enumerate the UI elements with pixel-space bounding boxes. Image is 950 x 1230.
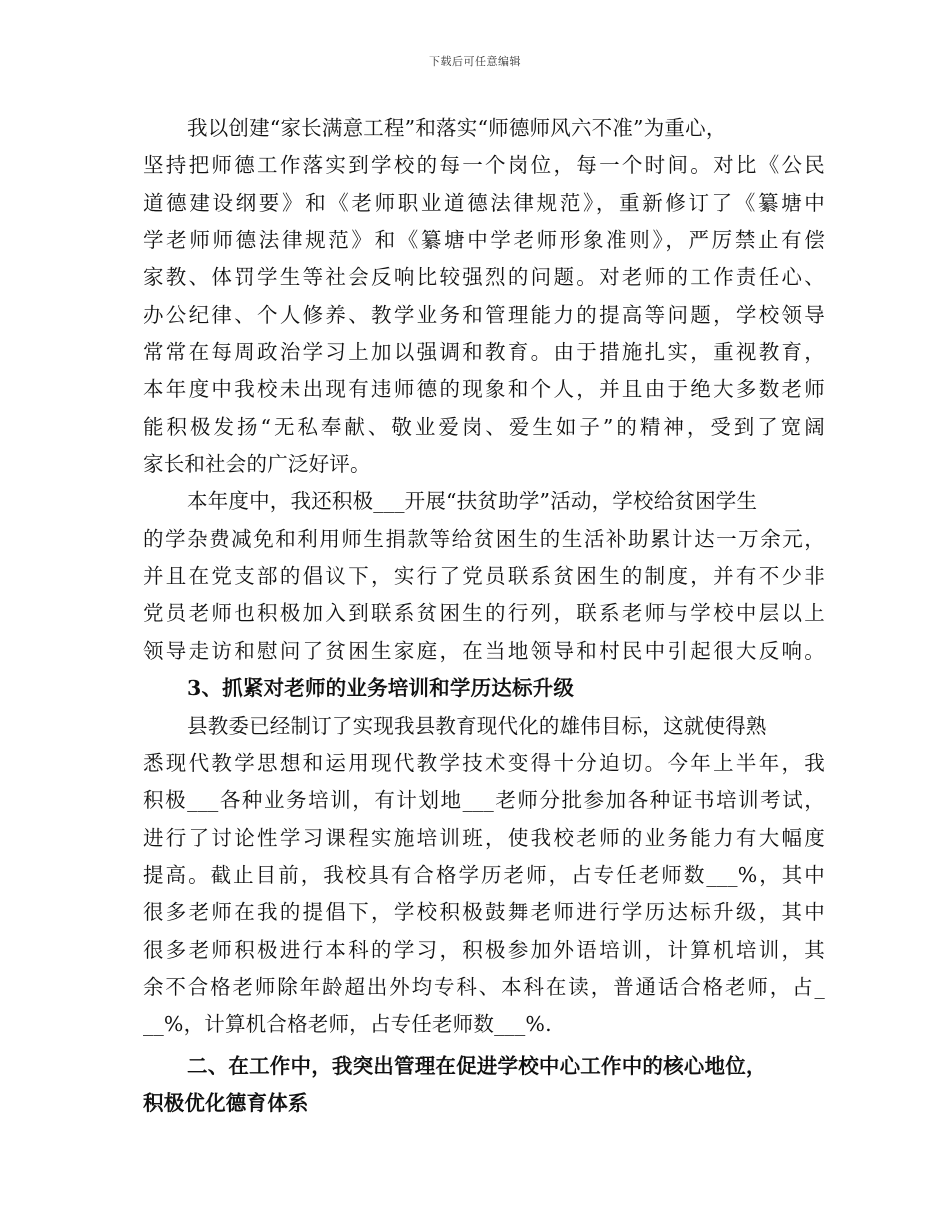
text-line: 很多老师在我的提倡下，学校积极鼓舞老师进行学历达标升级，其中 (143, 900, 825, 925)
text-line: 很多老师积极进行本科的学习，积极参加外语培训，计算机培训，其 (143, 937, 825, 962)
text-line: 本年度中我校未出现有违师德的现象和个人，并且由于绝大多数老师 (143, 377, 825, 402)
text-line: 余不合格老师除年龄超出外均专科、本科在读，普通话合格老师，占_ (143, 974, 825, 999)
text-line: 并且在党支部的倡议下，实行了党员联系贫困生的制度，并有不少非 (143, 564, 825, 589)
text-line: 坚持把师德工作落实到学校的每一个岗位，每一个时间。对比《公民 (143, 153, 825, 178)
section-heading-continued: 积极优化德育体系 (143, 1090, 309, 1115)
section-heading: 3、抓紧对老师的业务培训和学历达标升级 (187, 676, 575, 701)
text-line: 积极___各种业务培训，有计划地___老师分批参加各种证书培训考试， (143, 788, 825, 813)
text-line: 道德建设纲要》和《老师职业道德法律规范》，重新修订了《纂塘中 (143, 190, 825, 215)
body-text (143, 110, 825, 1122)
text-line: 提高。截止目前，我校具有合格学历老师，占专任老师数___%，其中 (143, 862, 825, 887)
text-line: 本年度中，我还积极___开展“扶贫助学”活动，学校给贫困学生 (187, 489, 758, 514)
text-line: 领导走访和慰问了贫困生家庭，在当地领导和村民中引起很大反响。 (143, 638, 825, 663)
text-line: 办公纪律、个人修养、教学业务和管理能力的提高等问题，学校领导 (143, 302, 825, 327)
text-line: 学老师师德法律规范》和《纂塘中学老师形象准则》，严厉禁止有偿 (143, 228, 825, 253)
text-line: 党员老师也积极加入到联系贫困生的行列，联系老师与学校中层以上 (143, 601, 825, 626)
text-line: 的学杂费减免和利用师生捐款等给贫困生的生活补助累计达一万余元， (143, 526, 825, 551)
text-line: 常常在每周政治学习上加以强调和教育。由于措施扎实，重视教育， (143, 340, 825, 365)
text-line: 家长和社会的广泛好评。 (143, 452, 371, 477)
text-line: 我以创建“家长满意工程”和落实“师德师风六不准”为重心， (187, 116, 727, 140)
text-line: 悉现代教学思想和运用现代教学技术变得十分迫切。今年上半年，我 (143, 750, 825, 775)
text-line: __%，计算机合格老师，占专任老师数___%. (143, 1012, 552, 1037)
section-heading: 二、在工作中，我突出管理在促进学校中心工作中的核心地位， (187, 1053, 767, 1078)
text-line: 县教委已经制订了实现我县教育现代化的雄伟目标，这就使得熟 (187, 713, 767, 738)
text-line: 能积极发扬“无私奉献、敬业爱岗、爱生如子”的精神，受到了宽阔 (143, 414, 825, 439)
text-line: 进行了讨论性学习课程实施培训班，使我校老师的业务能力有大幅度 (143, 825, 825, 850)
text-line: 家教、体罚学生等社会反响比较强烈的问题。对老师的工作责任心、 (143, 265, 825, 290)
header-note: 下载后可任意编辑 (429, 55, 521, 68)
